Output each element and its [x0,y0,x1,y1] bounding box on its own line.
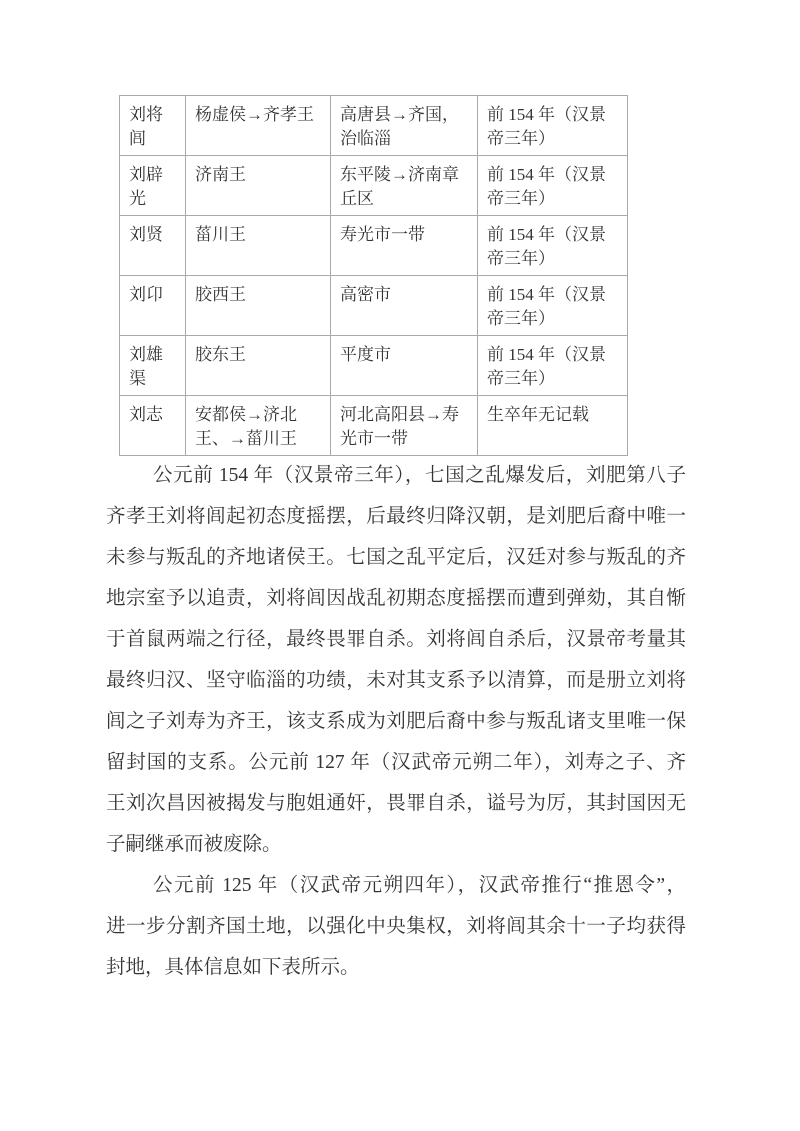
table-cell-title: 胶西王 [186,276,331,336]
table-cell-date: 前 154 年（汉景帝三年） [478,96,628,156]
table-cell-date: 前 154 年（汉景帝三年） [478,156,628,216]
table-cell-place: 河北高阳县→寿光市一带 [331,396,478,456]
paragraph-line: 进一步分割齐国土地，以强化中央集权，刘将闾其余十一子均获得 [106,916,686,937]
paragraph-line: 子嗣继承而被废除。 [106,834,282,855]
table-cell-title: 安都侯→济北王、→菑川王 [186,396,331,456]
table-cell-place: 东平陵→济南章丘区 [331,156,478,216]
paragraph-line: 闾之子刘寿为齐王，该支系成为刘肥后裔中参与叛乱诸支里唯一保 [106,711,686,732]
table-row [120,336,628,396]
table-cell-name: 刘志 [120,396,186,456]
table-row [120,96,628,156]
paragraph-line: 留封国的支系。公元前 127 年（汉武帝元朔二年），刘寿之子、齐 [106,752,686,773]
table-row [120,396,628,456]
table-cell-name: 刘辟光 [120,156,186,216]
table-row [120,156,628,216]
table-cell-place: 高密市 [331,276,478,336]
table-cell-place: 高唐县→齐国，治临淄 [331,96,478,156]
table-cell-title: 济南王 [186,156,331,216]
table-row [120,276,628,336]
table-cell-name: 刘贤 [120,216,186,276]
paragraph-line: 地宗室予以追责，刘将闾因战乱初期态度摇摆而遭到弹劾，其自惭 [106,588,686,609]
table-cell-date: 生卒年无记载 [478,396,628,456]
paragraph-line: 最终归汉、坚守临淄的功绩，未对其支系予以清算，而是册立刘将 [106,670,686,691]
paragraph-line: 封地，具体信息如下表所示。 [106,957,360,978]
table-cell-title: 杨虚侯→齐孝王 [186,96,331,156]
paragraph-line: 公元前 125 年（汉武帝元朔四年），汉武帝推行“推恩令”， [153,875,686,896]
table-cell-title: 胶东王 [186,336,331,396]
table-cell-date: 前 154 年（汉景帝三年） [478,276,628,336]
table-cell-date: 前 154 年（汉景帝三年） [478,216,628,276]
paragraph-line: 未参与叛乱的齐地诸侯王。七国之乱平定后，汉廷对参与叛乱的齐 [106,547,686,568]
body-text [106,455,686,988]
table-cell-place: 寿光市一带 [331,216,478,276]
table-cell-name: 刘将闾 [120,96,186,156]
table-cell-name: 刘卬 [120,276,186,336]
table-cell-title: 菑川王 [186,216,331,276]
table-cell-place: 平度市 [331,336,478,396]
paragraph-line: 齐孝王刘将闾起初态度摇摆，后最终归降汉朝，是刘肥后裔中唯一 [106,506,686,527]
paragraph-line: 于首鼠两端之行径，最终畏罪自杀。刘将闾自杀后，汉景帝考量其 [106,629,686,650]
table-cell-name: 刘雄渠 [120,336,186,396]
table-row [120,216,628,276]
paragraph-line: 公元前 154 年（汉景帝三年），七国之乱爆发后，刘肥第八子 [153,465,686,486]
paragraph-line: 王刘次昌因被揭发与胞姐通奸，畏罪自杀，谥号为厉，其封国因无 [106,793,686,814]
table-cell-date: 前 154 年（汉景帝三年） [478,336,628,396]
princes-enfeoffment-table [119,95,628,456]
